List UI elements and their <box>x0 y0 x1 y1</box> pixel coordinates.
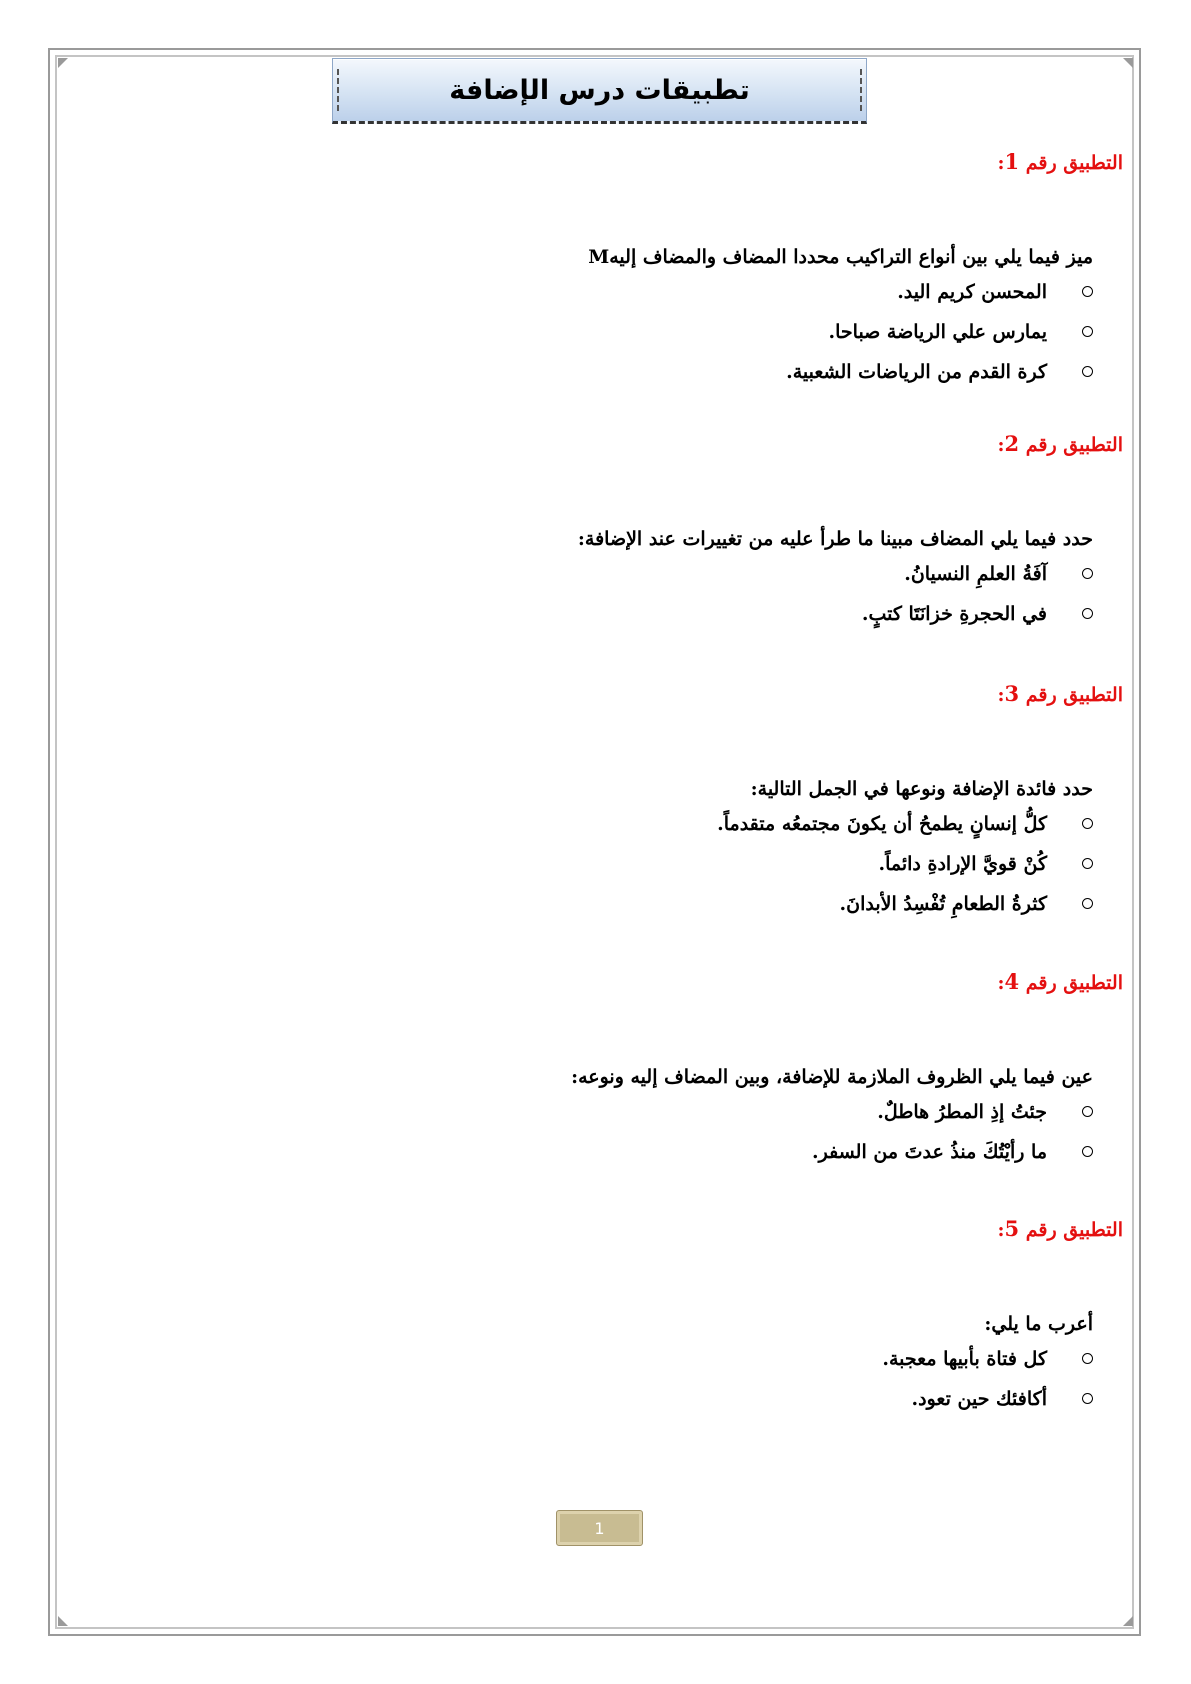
list-item <box>123 1132 1123 1172</box>
exercise-heading <box>123 680 1123 709</box>
exercise-heading <box>123 430 1123 459</box>
list-item <box>123 594 1123 634</box>
list-item <box>123 312 1123 352</box>
circle-bullet-icon <box>1082 1106 1093 1117</box>
item-text: آفَةُ العلمِ النسيانُ. <box>904 563 1047 585</box>
circle-bullet-icon <box>1082 326 1093 337</box>
item-text: كرة القدم من الرياضات الشعبية. <box>786 361 1047 383</box>
list-item <box>123 804 1123 844</box>
exercise-items <box>123 272 1123 392</box>
exercise-instruction: حدد فيما يلي المضاف مبينا ما طرأ عليه من تغييرات عند الإضافة: <box>577 528 1093 550</box>
list-item <box>123 352 1123 392</box>
exercise-section-5 <box>123 1215 1123 1419</box>
item-text: المحسن كريم اليد. <box>897 281 1047 303</box>
exercise-heading <box>123 1215 1123 1244</box>
frame-corner-top-left <box>58 58 68 68</box>
item-text: يمارس علي الرياضة صباحا. <box>828 321 1047 343</box>
heading-label: التطبيق رقم <box>1019 152 1123 174</box>
exercise-instruction: حدد فائدة الإضافة ونوعها في الجمل التالية: <box>750 778 1093 800</box>
page-title: تطبيقات درس الإضافة <box>449 74 750 106</box>
item-text: كلُّ إنسانٍ يطمحُ أن يكونَ مجتمعُه متقدماً. <box>717 813 1047 835</box>
exercise-section-2 <box>123 430 1123 680</box>
item-text: ما رأيْتُكَ منذُ عدتَ من السفر. <box>812 1141 1047 1163</box>
item-text: في الحجرةِ خزانَتَا كتبٍ. <box>861 603 1047 625</box>
list-item <box>123 272 1123 312</box>
heading-number: 2 <box>1004 431 1020 456</box>
item-text: كُنْ قويَّ الإرادةِ دائماً. <box>878 853 1047 875</box>
heading-colon: : <box>997 684 1005 706</box>
exercise-instruction: عين فيما يلي الظروف الملازمة للإضافة، وبين المضاف إليه ونوعه: <box>571 1066 1093 1088</box>
circle-bullet-icon <box>1082 818 1093 829</box>
heading-number: 4 <box>1004 969 1020 994</box>
heading-label: التطبيق رقم <box>1019 684 1123 706</box>
circle-bullet-icon <box>1082 1393 1093 1404</box>
circle-bullet-icon <box>1082 286 1093 297</box>
exercise-items <box>123 804 1123 924</box>
heading-number: 1 <box>1004 149 1020 174</box>
exercise-items <box>123 1339 1123 1419</box>
heading-colon: : <box>997 1219 1005 1241</box>
heading-number: 5 <box>1004 1216 1020 1241</box>
list-item <box>123 884 1123 924</box>
exercise-section-4 <box>123 968 1123 1215</box>
circle-bullet-icon <box>1082 1353 1093 1364</box>
heading-label: التطبيق رقم <box>1019 1219 1123 1241</box>
circle-bullet-icon <box>1082 858 1093 869</box>
frame-corner-top-right <box>1123 58 1133 68</box>
item-text: كثرةُ الطعامِ تُفْسِدُ الأبدانَ. <box>839 893 1047 915</box>
title-banner <box>332 58 867 124</box>
heading-colon: : <box>997 972 1005 994</box>
list-item <box>123 844 1123 884</box>
item-text: كل فتاة بأبيها معجبة. <box>882 1348 1047 1370</box>
exercise-instruction: ميز فيما يلي بين أنواع التراكيب محددا المضاف والمضاف إليهM <box>588 246 1093 268</box>
exercise-instruction: أعرب ما يلي: <box>984 1313 1093 1335</box>
exercise-section-1 <box>123 148 1123 430</box>
heading-colon: : <box>997 152 1005 174</box>
heading-number: 3 <box>1004 681 1020 706</box>
circle-bullet-icon <box>1082 366 1093 377</box>
exercise-heading <box>123 148 1123 177</box>
circle-bullet-icon <box>1082 898 1093 909</box>
exercise-section-3 <box>123 680 1123 968</box>
circle-bullet-icon <box>1082 1146 1093 1157</box>
circle-bullet-icon <box>1082 568 1093 579</box>
list-item <box>123 1339 1123 1379</box>
document-body <box>123 148 1123 1419</box>
exercise-items <box>123 554 1123 634</box>
exercise-heading <box>123 968 1123 997</box>
frame-corner-bottom-right <box>1123 1616 1133 1626</box>
list-item <box>123 1379 1123 1419</box>
list-item <box>123 1092 1123 1132</box>
item-text: أكافئك حين تعود. <box>911 1388 1047 1410</box>
heading-colon: : <box>997 434 1005 456</box>
heading-label: التطبيق رقم <box>1019 972 1123 994</box>
circle-bullet-icon <box>1082 608 1093 619</box>
page-number-badge: 1 <box>556 1510 643 1546</box>
item-text: جئتُ إذِ المطرُ هاطلٌ. <box>877 1101 1047 1123</box>
frame-corner-bottom-left <box>58 1616 68 1626</box>
heading-label: التطبيق رقم <box>1019 434 1123 456</box>
list-item <box>123 554 1123 594</box>
exercise-items <box>123 1092 1123 1172</box>
